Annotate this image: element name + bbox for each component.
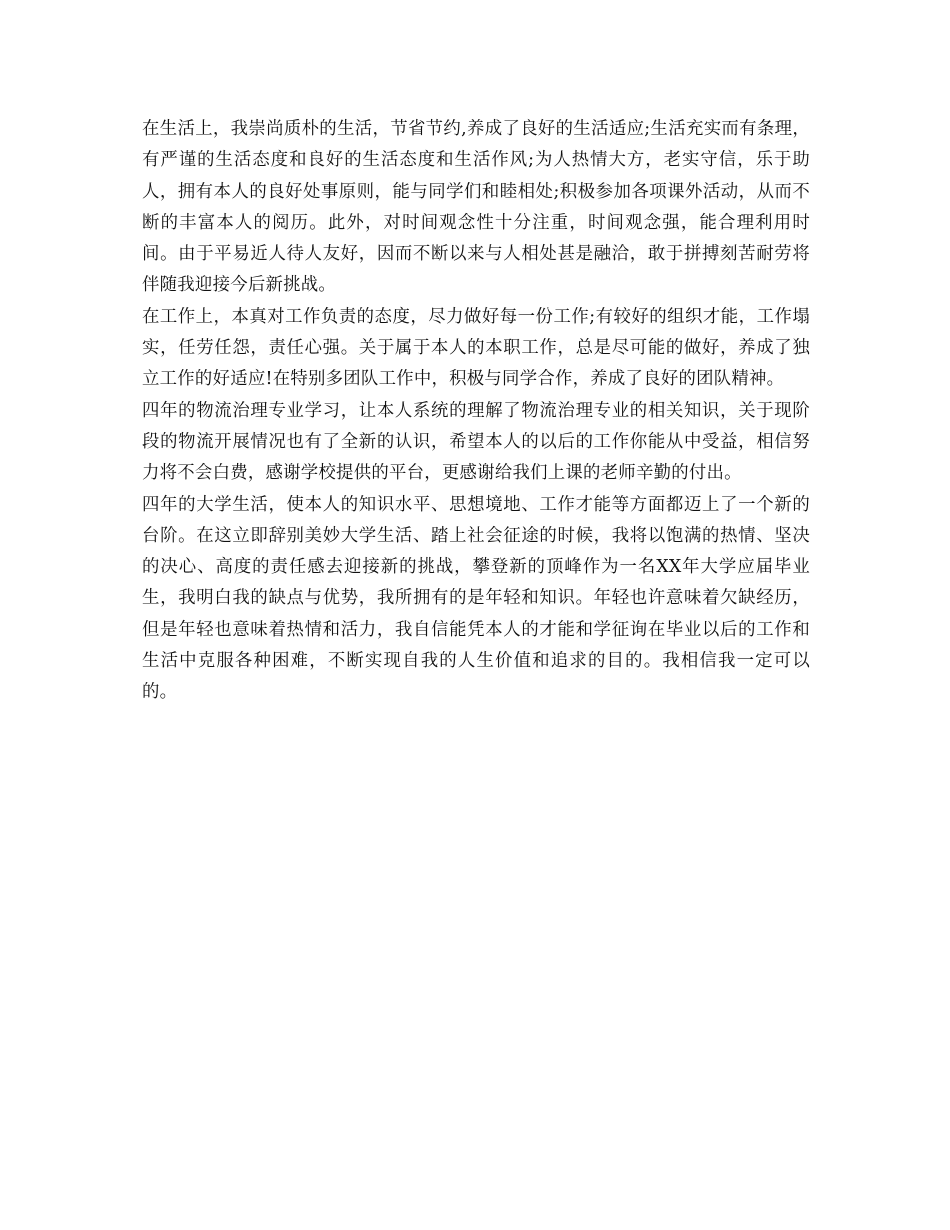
paragraph-summary: 四年的大学生活，使本人的知识水平、思想境地、工作才能等方面都迈上了一个新的台阶。在这立即辞别美妙大学生活、踏上社会征途的时候，我将以饱满的热情、坚决的决心、高度的责任感去迎接新的挑战，攀登新的顶峰作为一名XX年大学应届毕业生，我明白我的缺点与优势，我所拥有的是年轻和知识。年轻也许意味着欠缺经历，但是年轻也意味着热情和活力，我自信能凭本人的才能和学征询在毕业以后的工作和生活中克服各种困难，不断实现自我的人生价值和追求的目的。我相信我一定可以的。 — [142, 494, 810, 703]
document-body — [142, 114, 810, 709]
paragraph-work: 在工作上，本真对工作负责的态度，尽力做好每一份工作;有较好的组织才能，工作塌实，任劳任怨，责任心强。关于属于本人的本职工作，总是尽可能的做好，养成了独立工作的好适应!在特别多团队工作中，积极与同学合作，养成了良好的团队精神。 — [142, 306, 810, 390]
paragraph-study: 四年的物流治理专业学习，让本人系统的理解了物流治理专业的相关知识，关于现阶段的物流开展情况也有了全新的认识，希望本人的以后的工作你能从中受益，相信努力将不会白费，感谢学校提供的平台，更感谢给我们上课的老师辛勤的付出。 — [142, 400, 810, 484]
paragraph-life: 在生活上，我崇尚质朴的生活，节省节约,养成了良好的生活适应;生活充实而有条理，有严谨的生活态度和良好的生活态度和生活作风;为人热情大方，老实守信，乐于助人，拥有本人的良好处事原则，能与同学们和睦相处;积极参加各项课外活动，从而不断的丰富本人的阅历。此外，对时间观念性十分注重，时间观念强，能合理利用时间。由于平易近人待人友好，因而不断以来与人相处甚是融洽，敢于拼搏刻苦耐劳将伴随我迎接今后新挑战。 — [142, 119, 810, 296]
